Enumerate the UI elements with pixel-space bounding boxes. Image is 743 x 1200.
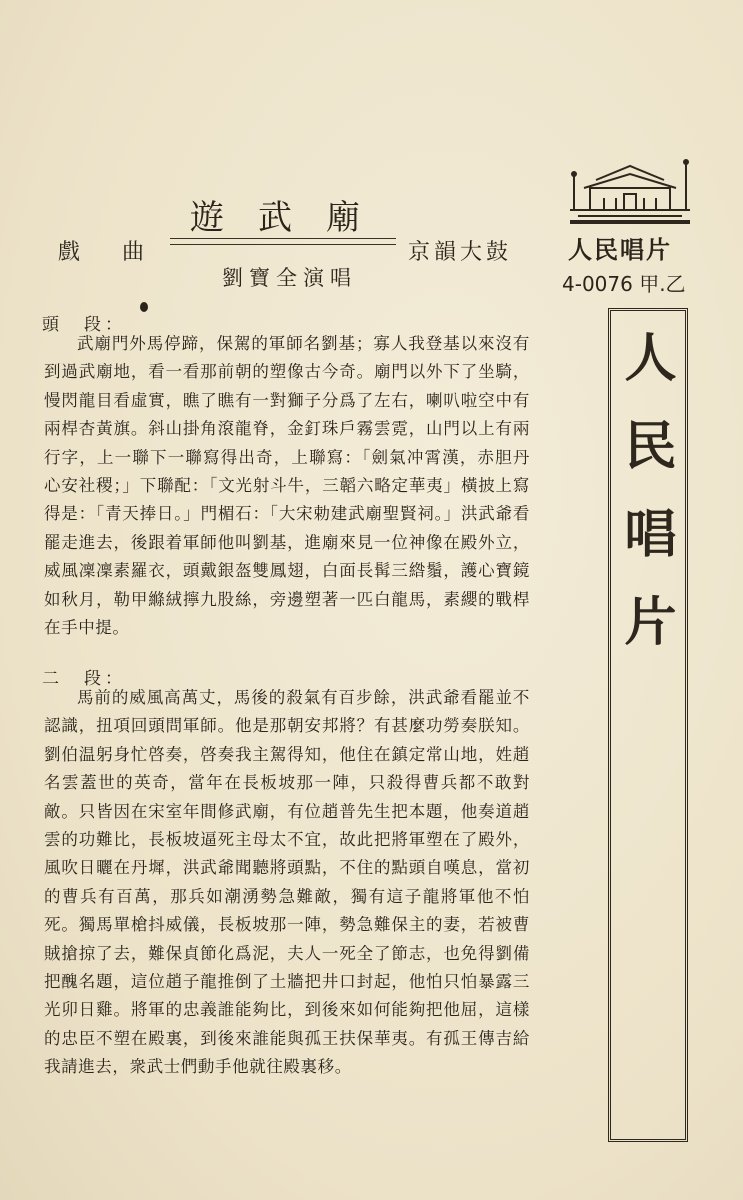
vertical-brand-text: 人民唱片 [615,330,676,682]
title-rule-top [170,238,396,239]
catalog-number: 4-0076 甲.乙 [562,272,686,296]
section-heading-1: 頭 段： [42,315,126,335]
ink-dot [140,302,148,312]
genre-label-right: 京韻大鼓 [408,240,513,265]
brand-name: 人民唱片 [568,235,672,264]
title-rule-bottom [170,244,396,245]
genre-label-left: 戲曲 [58,240,187,265]
page-title: 遊武廟 [190,198,394,238]
section-text-2: 馬前的威風高萬丈，馬後的殺氣有百步餘，洪武爺看罷並不認識，扭項回頭問軍師。他是那朝安邦將？有甚麼功勞奏朕知。劉伯温躬身忙啓奏，啓奏我主駕得知，他住在鎮定常山地，姓趙名雲蓋世的英奇，當年在長板坡那一陣，只殺得曹兵都不敢對敵。只皆因在宋室年間修武廟，有位趙普先生把本題，他奏道趙雲的功難比，長板坡逼死主母太不宜，故此把將軍塑在了殿外，風吹日曬在丹墀，洪武爺聞聽將頭點，不住的點頭自嘆息，當初的曹兵有百萬，那兵如潮湧勢急難敵，獨有這子龍將軍他不怕死。獨馬單槍抖威儀，長板坡那一陣，勢急難保主的妻，若被曹賊搶掠了去，難保貞節化爲泥，夫人一死全了節志，也免得劉備把醜名題，這位趙子龍推倒了土牆把井口封起，他怕只怕暴露三光卯日雞。將軍的忠義誰能夠比，到後來如何能夠把他屈，這樣的忠臣不塑在殿裏，到後來誰能與孤王扶保華夷。有孤王傳吉給我請進去，衆武士們動手他就往殿裏移。 [44,688,530,1077]
tiananmen-logo-icon [560,150,700,230]
section-heading-2: 二 段： [42,669,126,689]
performer-credit: 劉寶全演唱 [222,266,357,290]
section-text-1: 武廟門外馬停蹄，保駕的軍師名劉基；寡人我登基以來沒有到過武廟地，看一看那前朝的塑像古今奇。廟門以外下了坐騎，慢閃龍目看虛實，瞧了瞧有一對獅子分爲了左右，喇叭啦空中有兩桿杏黃旗。斜山掛角滾龍脊，金釘珠戶霧雲霓，山門以上有兩行字，上一聯下一聯寫得出奇，上聯寫：「劍氣冲霄漢，赤胆丹心安社稷；」下聯配：「文光射斗牛，三韜六略定華夷」橫披上寫得是：「青天捧日。」門楣石：「大宋勅建武廟聖賢祠。」洪武爺看罷走進去，後跟着軍師他叫劉基，進廟來見一位神像在殿外立，威風凜凜素羅衣，頭戴銀盔雙鳳翅，白面長髯三綹鬚，護心寶鏡如秋月，勒甲縧絨擰九股絲，旁邊塑著一匹白龍馬，素纓的戰桿在手中提。 [44,334,530,638]
